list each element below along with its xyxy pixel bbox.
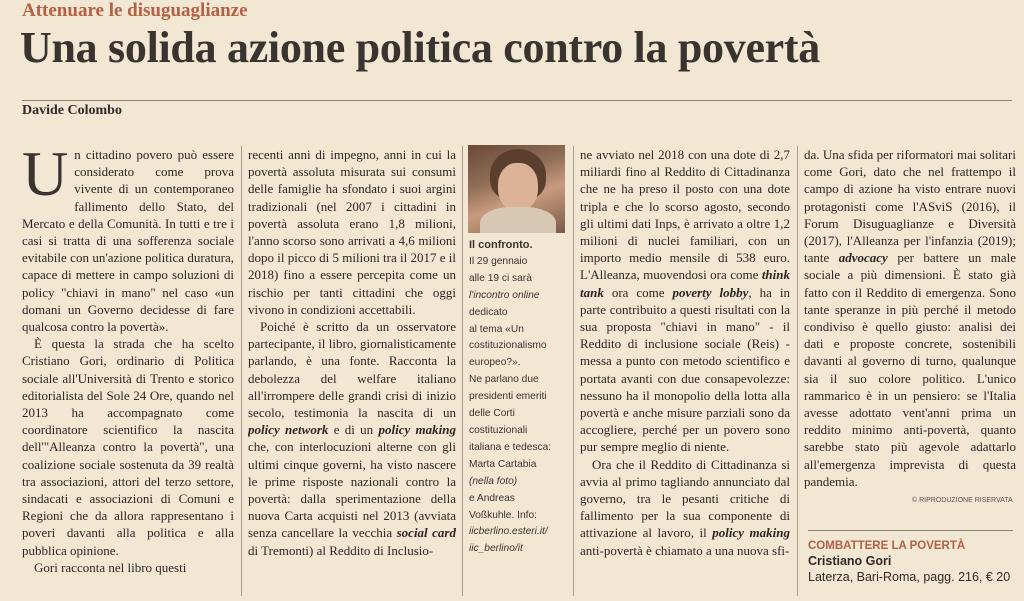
portrait-photo bbox=[468, 145, 565, 233]
sidebar-line: (nella foto) bbox=[469, 475, 518, 487]
sidebar-line: l'incontro online bbox=[469, 289, 540, 301]
article-column-1 bbox=[22, 146, 234, 601]
column-divider bbox=[797, 146, 798, 596]
sidebar-line: delle Corti bbox=[469, 408, 515, 420]
sidebar-line: Il 29 gennaio bbox=[469, 255, 528, 267]
paragraph: Poiché è scritto da un osservatore partecipante, il libro, giornalisticamente parlando, è una fonte. Racconta la debolezza del welfare italiano all'irrompere delle grandi crisi di inizio secolo, testimonia la nascita di un policy network e di un policy making che, con interlocuzioni alterne con gli ultimi cinque governi, ha visto nascere le prime risposte nazionali contro la povertà: dalla sperimentazione della nuova Carta acquisti nel 2013 (avviata senza cancellare la vecchia social card di Tremonti) al Reddito di Inclusio- bbox=[248, 319, 456, 558]
sidebar-line: Ne parlano due bbox=[469, 374, 539, 386]
column-divider bbox=[573, 146, 574, 596]
paragraph: Gori racconta nel libro questi bbox=[34, 559, 187, 575]
copyright-credit: © RIPRODUZIONE RISERVATA bbox=[912, 497, 1013, 504]
column-divider bbox=[241, 146, 242, 596]
paragraph: È questa la strada che ha scelto Cristiano Gori, ordinario di Politica sociale all'Università di Trento e storico editorialista del Sole 24 Ore, quando nel 2013 ha accompagnato come coordinatore scientifico la nascita dell'"Alleanza contro la povertà", una coalizione sociale sostenuta da 39 realtà tra associazioni, attori del terzo settore, sindacati e associazioni di Comuni e Regioni che da allora rappresentano i poveri davanti alla politica e alla pubblica opinione. bbox=[22, 336, 234, 558]
paragraph: Ora che il Reddito di Cittadinanza si avvia al primo tagliando annunciato dal governo, tra le pesanti critiche di fallimento per la sua componente di attivazione al lavoro, il policy making anti-povertà è chiamato a una nuova sfi- bbox=[580, 456, 790, 558]
sidebar-line: e Andreas bbox=[469, 492, 515, 504]
book-box-rule bbox=[808, 530, 1013, 531]
top-rule bbox=[22, 100, 1012, 101]
sidebar-line: europeo?». bbox=[469, 357, 521, 369]
sidebar-line: alle 19 ci sarà bbox=[469, 272, 532, 284]
sidebar-box bbox=[469, 237, 569, 558]
book-info bbox=[808, 540, 1010, 584]
paragraph: ne avviato nel 2018 con una dote di 2,7 miliardi fino al Reddito di Cittadinanza che ne ha preso il posto con una dote tripla e che lo scorso agosto, secondo gli ultimi dati Inps, è arrivato a oltre 1,2 milioni di nuclei familiari, con un importo medio mensile di 538 euro. L'Alleanza, muovendosi ora come think tank ora come poverty lobby, ha in parte contribuito a questi risultati con la sua proposta "chiavi in mano" - il Reddito di inclusione sociale (Reis) - messa a punto con metodo scientifico e portata avanti con due consapevolezze: nessuno ha il monopolio della lotta alla povertà e anche misure parziali sono da accogliere, perché per un povero sono pur sempre meglio di niente. bbox=[580, 147, 790, 455]
sidebar-line: Voßkuhle. Info: bbox=[469, 509, 537, 521]
sidebar-line: italiana e tedesca: bbox=[469, 441, 552, 453]
sidebar-title: Il confronto. bbox=[469, 239, 533, 251]
byline: Davide Colombo bbox=[22, 103, 122, 118]
column-divider bbox=[462, 146, 463, 596]
headline: Una solida azione politica contro la povertà bbox=[20, 23, 820, 72]
kicker: Attenuare le disuguaglianze bbox=[22, 0, 248, 21]
paragraph: recenti anni di impegno, anni in cui la povertà assoluta misurata sui consumi delle famiglie ha sfondato i suoi argini tradizionali (nel 2007 i cittadini in povertà assoluta erano 1,8 milioni, l'anno scorso sono arrivati a 4,6 milioni dopo il picco di 5 milioni tra il 2017 e il 2018) fino a essere percepita come un rischio per tanti cittadini che oggi vivono in condizioni accettabili. bbox=[248, 147, 456, 317]
sidebar-line: costituzionali bbox=[469, 424, 528, 436]
book-title: COMBATTERE LA POVERTÀ bbox=[808, 540, 966, 552]
article-column-3 bbox=[580, 146, 790, 601]
sidebar-line: Marta Cartabia bbox=[469, 458, 537, 470]
sidebar-line: iic_berlino/it bbox=[469, 543, 523, 555]
paragraph: Un cittadino povero può essere considerato come prova vivente di un contemporaneo fallimento dello Stato, del Mercato e della Comunità. In tutti e tre i casi si tratta di una sofferenza sociale evitabile con un'azione politica duratura, capace di mettere in campo soluzioni di policy "chiavi in mano" nel caso «un domani un Governo decidesse di fare qualcosa contro la povertà». bbox=[22, 146, 234, 335]
sidebar-line: iicberlino.esteri.it/ bbox=[469, 526, 548, 538]
paragraph: da. Una sfida per riformatori mai solitari come Gori, dato che nel frattempo il campo di azione ha visto entrare nuovi protagonisti come l'ASviS (2016), il Forum Disuguaglianze e Diversità (2017), l'Alleanza per l'infanzia (2019); tante advocacy per battere un male sociale a più dimensioni. È stato già fatto con il Reddito di emergenza. Sono tante speranze in più perché il metodo condiviso è quello giusto: analisi dei dati e proposte concrete, sostenibili davanti al governo di turno, qualunque sia il suo colore politico. L'unico rammarico è in un pensiero: se l'Italia avesse adottato vent'anni prima un reddito minimo anti-povertà, quanto sarebbe stato più agevole adattarlo all'emergenza imprevista di questa pandemia. bbox=[804, 147, 1016, 489]
sidebar-line: presidenti emeriti bbox=[469, 391, 547, 403]
article-column-4 bbox=[804, 146, 1016, 496]
drop-cap: U bbox=[22, 146, 69, 209]
book-publisher: Laterza, Bari-Roma, pagg. 216, € 20 bbox=[808, 570, 1011, 584]
book-author: Cristiano Gori bbox=[808, 554, 892, 568]
sidebar-line: al tema «Un bbox=[469, 323, 524, 335]
article-column-2 bbox=[248, 146, 456, 601]
sidebar-line: dedicato bbox=[469, 306, 508, 318]
sidebar-line: costituzionalismo bbox=[469, 340, 547, 352]
